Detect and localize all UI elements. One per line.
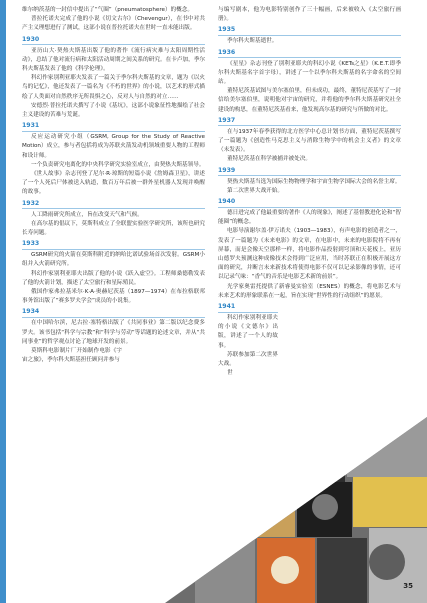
left-column: [22, 6, 205, 366]
photo-portrait: [271, 556, 299, 584]
entry-1934-a: 在中国哈尔滨，尼古拉·塞特格出版了《共同事业》第二版以纪念费多罗夫。该书包括“科学与宗教”和“科学与劳动”等话题的论述文章，并从“共同事业”的哲学观点讨论了地球开发的前景。: [22, 320, 205, 345]
entry-1941-a: 科幻作家别利亚耶夫的小说《文德尔》出版，讲述了一个人的故事。: [218, 315, 278, 349]
photo-tile: [235, 487, 295, 537]
photo-tile: [275, 432, 345, 487]
entry-1933-a: GSRM研究的火箭在莫斯科附近的纳哈比诺试验场首次发射。GSRM小组并入火箭研究所。: [22, 252, 205, 268]
photo-tile: [353, 477, 427, 527]
year-1936-heading: 1936: [218, 48, 236, 56]
divider: [22, 131, 205, 132]
divider: [218, 35, 401, 36]
left-intro-2: 普拉托诺夫完成了他的小说《切文古尔》（Chevengur），在书中对共产主义理想进行了测试，这部小说在普拉托诺夫在世时一直未能出版。: [22, 16, 205, 32]
entry-1933-c: 俄国作家弗拉基米尔·K·A·奥赫尼茨基（1897—1974）在布拉格联邦事务馆出版了“赛多罗夫学会”成员的小说集。: [22, 289, 205, 305]
photo-tile: [195, 537, 255, 603]
divider: [218, 175, 401, 176]
entry-1940-a: 德日进完成了他最重要的著作《人的现象》，阐述了基督教进化论和“智能圈”的概念。: [218, 210, 401, 226]
year-1939-heading: 1939: [218, 166, 236, 174]
entry-1932-a: 人工降雨研究所成立，旨在改变天气和气候。: [31, 211, 143, 218]
page-number: 35: [403, 582, 413, 590]
entry-1931-a: 反应运动研究小组（GSRM, Group for the Study of Reactive Motion）成立，参与者包括将成为苏联火箭发动机领域重要人物的工程师和设计师。: [22, 134, 205, 159]
year-1941-heading: 1941: [218, 303, 236, 311]
entry-1935-a: 季尔科夫斯基逝世。: [227, 38, 278, 45]
entry-1937-a: 在与1937年春季获得的北方医学中心总计划书方面，董特尼茨基撰写了一篇题为《创造性马克思主义与消除生物学中的机会主义者》的文章（未发表）。: [218, 128, 401, 154]
entry-1931-c: 《世人故事》杂志刊登了尼尔·R·琼斯的短篇小说《詹姆森卫星》，讲述了一个人死后尸体被送入轨道，数百万年后被一群外星机器人发现并唤醒的故事。: [22, 171, 205, 196]
photo-tile: [347, 417, 427, 477]
year-1935-heading: 1935: [218, 26, 236, 34]
entry-1936-a: 《星星》杂志刊登了别利亚耶夫的科幻小说《KETs之星》（K.E.T.即季尔科夫斯基名字首字母），讲述了一个以季尔科夫斯基的名字命名的空间站。: [218, 60, 401, 86]
entry-1941-b: 苏联参加第二次世界大战。: [218, 351, 278, 368]
divider: [22, 317, 205, 318]
entry-1937-b: 董特尼茨基在科学被捕并被处决。: [227, 156, 311, 163]
entry-1930-c: 安德烈·普拉托诺夫撰写了小说《基坑》，这部小说象征性地描绘了社会主义建设的苦难与荒诞。: [22, 102, 205, 119]
year-1931-heading: 1931: [22, 122, 40, 130]
historical-photo-collage: [125, 412, 427, 603]
entry-1939-b: 第二次世界大战开始。: [227, 187, 283, 194]
year-1937-heading: 1937: [218, 116, 236, 124]
photo-portrait: [369, 544, 405, 580]
year-1932-heading: 1932: [22, 199, 40, 207]
divider: [22, 208, 205, 209]
right-column: [218, 6, 401, 379]
year-1934-heading: 1934: [22, 308, 40, 316]
entry-1931-b: 一个负责研究电离化的中央科学研究实验室成立，由契热夫斯基领导。: [31, 161, 205, 168]
divider: [22, 249, 205, 250]
divider: [218, 57, 401, 58]
year-1933-heading: 1933: [22, 240, 40, 248]
side-color-bar: [0, 0, 6, 603]
entry-1930-a: 亚历山大·契热夫斯基出版了他的著作《流行病灾难与太阳周期性活动》，总结了他对流行病和太阳活动周期之间关系的研究。在卡卢加，季尔科夫斯基发表了他的《科学伦理》。: [22, 47, 205, 73]
entry-1940-b: 电影导演谢尔盖·伊万诺夫（1903—1983），有声电影的创造者之一，发表了一篇题为《未来电影》的文章，在电影中，未来的电影院将不再有屏幕，而是会像天空那样一样，将电影作品投射到穹顶和天花板上，亚历山德罗夫预测这种成像技术会得到广泛应用，当时苏联正在积极开展这方面的研究，并断言未来新技术将使得电影不仅可以记录影像的事情，还可以记录气味：“香气的音乐是电影艺术新的前景”。: [218, 228, 401, 281]
divider: [218, 207, 401, 208]
entry-1932-b: 在高尔基的倡议下，莫斯科成立了全联盟实验医学研究所，该所也研究长寿问题。: [22, 220, 205, 237]
entry-1936-b: 董特尼茨基试图与美尔塞伯里，但未成功，最终，董特尼茨基写了一封信给美尔塞伯里，说明他对宇宙的研究，并将他的季尔科夫斯基研究社全建设的构思，在董特尼茨基看来，他发现高尔基的研究与所做的对比。: [218, 88, 401, 113]
entry-1930-b: 科幻作家别利亚耶夫发表了一篇关于季尔科夫斯基的文章，题为《以火鸟的记忆》，他还发表了一篇名为《不朽的世界》的小说，以艺术的形式描绘了人类面对自然秩序无所畏惧之心，反对人与自然的对立……: [22, 75, 205, 100]
divider: [218, 125, 401, 126]
entry-1933-b: 科幻作家别利亚耶夫出版了他的小说《跃入虚空》。工程师桑德勒发表了他的火箭计划，描述了太空旅行和星际殖民。: [22, 270, 205, 286]
entry-1939-a: 契热夫斯基当选为国际生物物理学和宇宙生物学国际大会的名誉主席。: [227, 178, 401, 185]
year-1940-heading: 1940: [218, 198, 236, 206]
photo-portrait: [312, 494, 338, 520]
entry-1940-c: 光学家奥雷托提供了新睿曼实验室（ESNES）的概念，将电影艺术与未来艺术的形象联系在一起，旨在实现“世界性的行动组织”的愿景。: [218, 283, 401, 299]
left-intro-1: 维尔纳茨基的一封信中提出了“气圈”（pneumatosphere）的概念。: [22, 7, 193, 13]
divider: [22, 44, 205, 45]
photo-tile: [317, 538, 367, 603]
divider: [218, 312, 278, 313]
entry-1941-c: 世: [227, 370, 233, 377]
right-intro-1: 与编写剧本，他为电影特别创作了三十幅画，后来被收入《太空旅行画册》。: [218, 7, 401, 23]
year-1930-heading: 1930: [22, 35, 40, 43]
entry-1934-b: 莫斯科电影制片厂开始制作电影《宇宙之旅》，季尔科夫斯基担任顾问并参与: [22, 348, 122, 364]
